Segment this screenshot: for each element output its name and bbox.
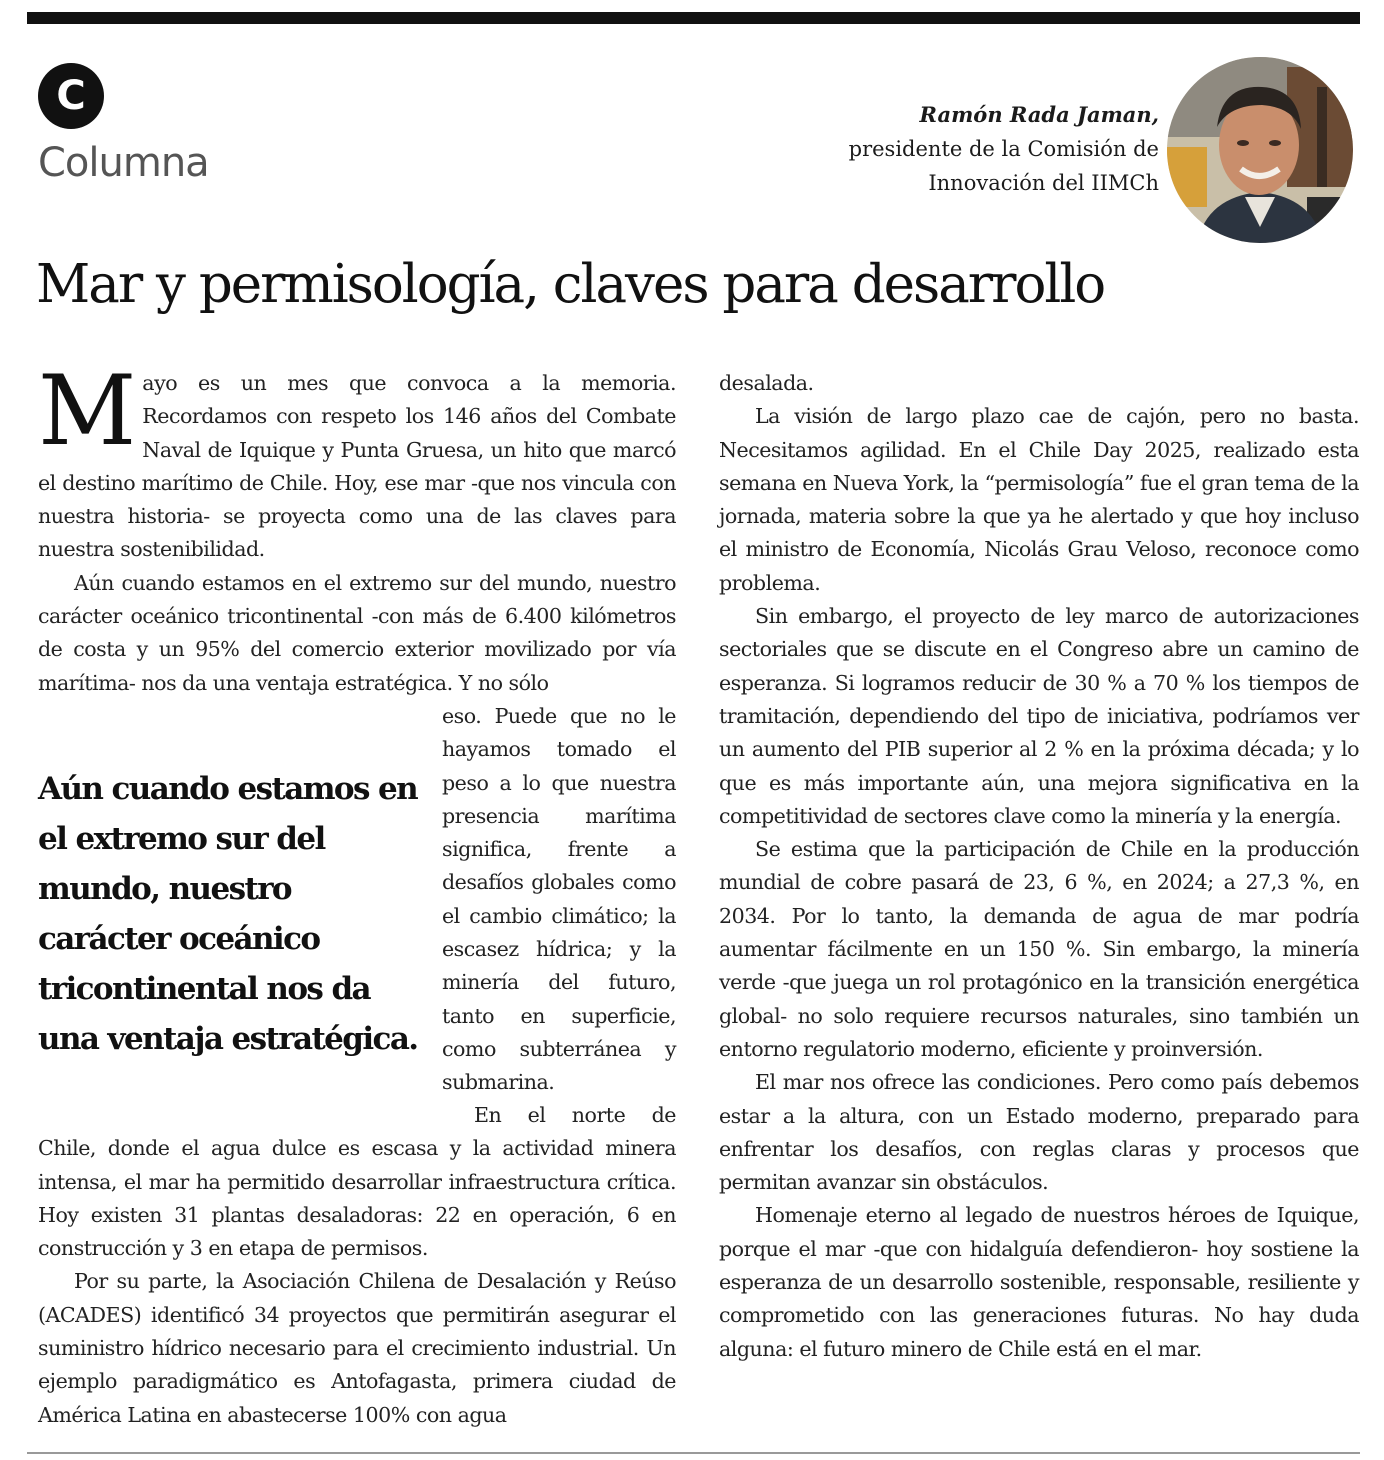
left-column-narrow — [442, 700, 676, 1100]
paragraph: Sin embargo, el proyecto de ley marco de autorizaciones sectoriales que se discute en el Congreso abre un camino de esperanza. Si logramos reducir de 30 % a 70 % los tiempos de tramitación, dependiendo del tipo de iniciativa, podríamos ver un aumento del PIB superior al 2 % en la próxima década; y lo que es más importante aún, una mejora significativa en la competitividad de sectores clave como la minería y la energía. — [719, 604, 1359, 828]
paragraph: El mar nos ofrece las condiciones. Pero como país debemos estar a la altura, con un Estado moderno, preparado para enfrentar los desafíos, con reglas claras y procesos que permitan avanzar sin obstáculos. — [719, 1070, 1359, 1195]
section-badge — [38, 63, 104, 129]
author-role: presidente de la Comisión de Innovación del IIMCh — [848, 137, 1159, 195]
paragraph: La visión de largo plazo cae de cajón, pero no basta. Necesitamos agilidad. En el Chile Day 2025, realizado esta semana en Nueva York, la “permisología” fue el gran tema de la jornada, materia sobre la que ya he alertado y que hoy incluso el ministro de Economía, Nicolás Grau Veloso, reconoce como problema. — [719, 404, 1359, 595]
paragraph: Por su parte, la Asociación Chilena de Desalación y Reúso (ACADES) identificó 34 proyectos que permitirán asegurar el suministro hídrico necesario para el crecimiento industrial. Un ejemplo paradigmático es Antofagasta, primera ciudad de América Latina en abastecerse 100% con agua — [38, 1269, 676, 1427]
headline: Mar y permisología, claves para desarrollo — [36, 254, 1105, 315]
top-rule — [27, 12, 1360, 24]
bottom-rule — [27, 1452, 1360, 1454]
left-column-top — [38, 355, 676, 700]
paragraph: Se estima que la participación de Chile en la producción mundial de cobre pasará de 23, 6 %, en 2024; a 27,3 %, en 2034. Por lo tanto, la demanda de agua de mar podría aumentar fácilmente en un 150 %. Sin embargo, la minería verde -que juega un rol protagónico en la transición energética global- no solo requiere recursos naturales, sino también un entorno regulatorio moderno, eficiente y proinversión. — [719, 837, 1359, 1061]
paragraph: desalada. — [719, 371, 814, 395]
section-label: Columna — [38, 140, 209, 186]
section-badge-letter: C — [56, 73, 86, 119]
paragraph: eso. Puede que no le hayamos tomado el peso a lo que nuestra presencia marítima significa, frente a desafíos globales como el cambio climático; la escasez hídrica; y la minería del futuro, tanto en superficie, como subterránea y submarina. — [442, 704, 676, 1095]
paragraph: En el norte de Chile, donde el agua dulce es escasa y la actividad minera intensa, el mar ha permitido desarrollar infraestructura crítica. Hoy existen 31 plantas desaladoras: 22 en operación, 6 en construcción y 3 en etapa de permisos. — [38, 1103, 676, 1261]
author-photo — [1167, 57, 1353, 243]
left-column-bottom — [38, 1099, 676, 1432]
author-byline — [829, 98, 1159, 200]
paragraph: Aún cuando estamos en el extremo sur del mundo, nuestro carácter oceánico tricontinental -con más de 6.400 kilómetros de costa y un 95% del comercio exterior movilizado por vía marítima- nos da una ventaja estratégica. Y no sólo — [38, 570, 676, 695]
paragraph: Homenaje eterno al legado de nuestros héroes de Iquique, porque el mar -que con hidalguía defendieron- hoy sostiene la esperanza de un desarrollo sostenible, responsable, resiliente y comprometido con las generaciones futuras. No hay duda alguna: el futuro minero de Chile está en el mar. — [719, 1203, 1359, 1361]
right-column — [719, 367, 1359, 1366]
paragraph: ayo es un mes que convoca a la memoria. Recordamos con respeto los 146 años del Combate Naval de Iquique y Punta Gruesa, un hito que marcó el destino marítimo de Chile. Hoy, ese mar -que nos vincula con nuestra historia- se proyecta como una de las claves para nuestra sostenibilidad. — [38, 371, 676, 562]
pull-quote: Aún cuando estamos en el extremo sur del mundo, nuestro carácter oceánico tricontinental nos da una ventaja estratégica. — [38, 771, 418, 1057]
drop-cap: M — [38, 355, 137, 467]
author-name: Ramón Rada Jaman, — [919, 102, 1159, 127]
